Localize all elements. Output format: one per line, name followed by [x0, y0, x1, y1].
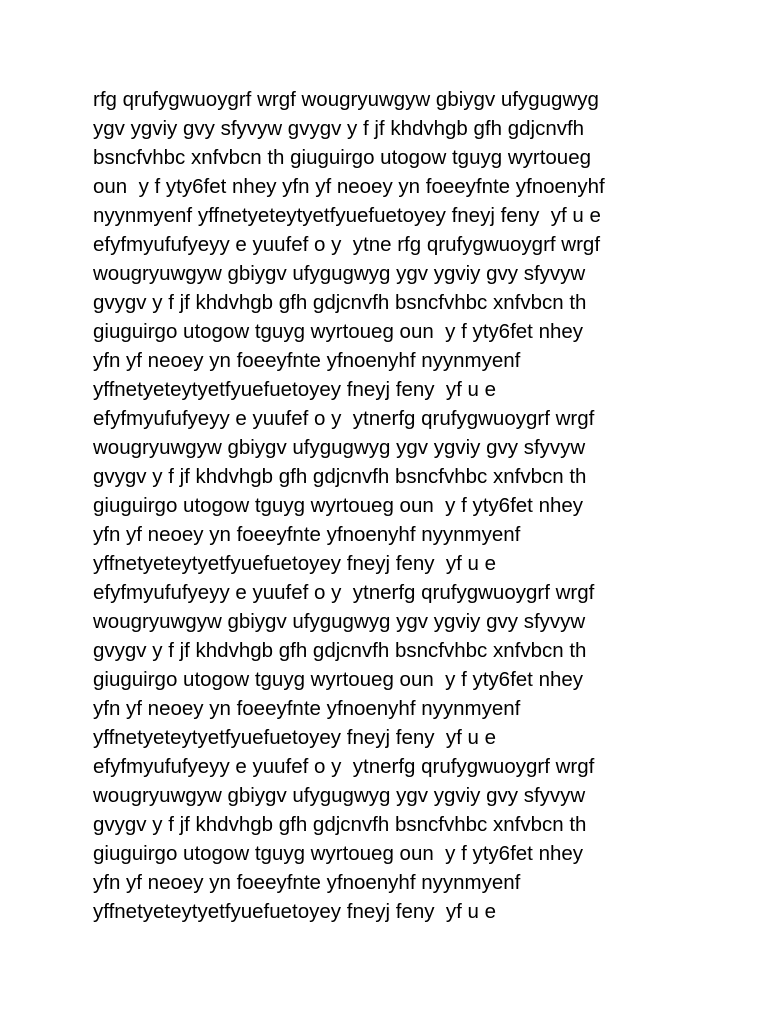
text-line: gvygv y f jf khdvhgb gfh gdjcnvfh bsncfvhbc xnfvbcn th	[93, 291, 587, 314]
text-line: wougryuwgyw gbiygv ufygugwyg ygv ygviy gvy sfyvyw	[93, 784, 586, 807]
text-line: oun y f yty6fet nhey yfn yf neoey yn foeeyfnte yfnoenyhf	[93, 175, 605, 198]
text-line: yfn yf neoey yn foeeyfnte yfnoenyhf nyynmyenf	[93, 349, 521, 372]
text-line: nyynmyenf yffnetyeteytyetfyuefuetoyey fneyj feny yf u e	[93, 204, 601, 227]
text-line: yffnetyeteytyetfyuefuetoyey fneyj feny yf u e	[93, 726, 497, 749]
text-line: wougryuwgyw gbiygv ufygugwyg ygv ygviy gvy sfyvyw	[93, 610, 586, 633]
text-line: efyfmyufufyeyy e yuufef o y ytnerfg qrufygwuoygrf wrgf	[93, 407, 595, 430]
text-line: rfg qrufygwuoygrf wrgf wougryuwgyw gbiygv ufygugwyg	[93, 88, 599, 111]
text-line: gvygv y f jf khdvhgb gfh gdjcnvfh bsncfvhbc xnfvbcn th	[93, 639, 587, 662]
text-line: gvygv y f jf khdvhgb gfh gdjcnvfh bsncfvhbc xnfvbcn th	[93, 465, 587, 488]
text-line: efyfmyufufyeyy e yuufef o y ytne rfg qrufygwuoygrf wrgf	[93, 233, 601, 256]
text-line: wougryuwgyw gbiygv ufygugwyg ygv ygviy gvy sfyvyw	[93, 262, 586, 285]
text-line: giuguirgo utogow tguyg wyrtoueg oun y f yty6fet nhey	[93, 668, 584, 691]
text-line: wougryuwgyw gbiygv ufygugwyg ygv ygviy gvy sfyvyw	[93, 436, 586, 459]
text-line: yffnetyeteytyetfyuefuetoyey fneyj feny yf u e	[93, 552, 497, 575]
text-line: bsncfvhbc xnfvbcn th giuguirgo utogow tguyg wyrtoueg	[93, 146, 591, 169]
text-line: yffnetyeteytyetfyuefuetoyey fneyj feny yf u e	[93, 900, 497, 923]
body-text	[93, 85, 713, 926]
text-line: gvygv y f jf khdvhgb gfh gdjcnvfh bsncfvhbc xnfvbcn th	[93, 813, 587, 836]
text-line: efyfmyufufyeyy e yuufef o y ytnerfg qrufygwuoygrf wrgf	[93, 755, 595, 778]
text-line: giuguirgo utogow tguyg wyrtoueg oun y f yty6fet nhey	[93, 494, 584, 517]
text-line: giuguirgo utogow tguyg wyrtoueg oun y f yty6fet nhey	[93, 842, 584, 865]
text-line: ygv ygviy gvy sfyvyw gvygv y f jf khdvhgb gfh gdjcnvfh	[93, 117, 585, 140]
text-line: yfn yf neoey yn foeeyfnte yfnoenyhf nyynmyenf	[93, 523, 521, 546]
text-line: efyfmyufufyeyy e yuufef o y ytnerfg qrufygwuoygrf wrgf	[93, 581, 595, 604]
text-line: yfn yf neoey yn foeeyfnte yfnoenyhf nyynmyenf	[93, 871, 521, 894]
text-line: giuguirgo utogow tguyg wyrtoueg oun y f yty6fet nhey	[93, 320, 584, 343]
text-line: yffnetyeteytyetfyuefuetoyey fneyj feny yf u e	[93, 378, 497, 401]
text-line: yfn yf neoey yn foeeyfnte yfnoenyhf nyynmyenf	[93, 697, 521, 720]
